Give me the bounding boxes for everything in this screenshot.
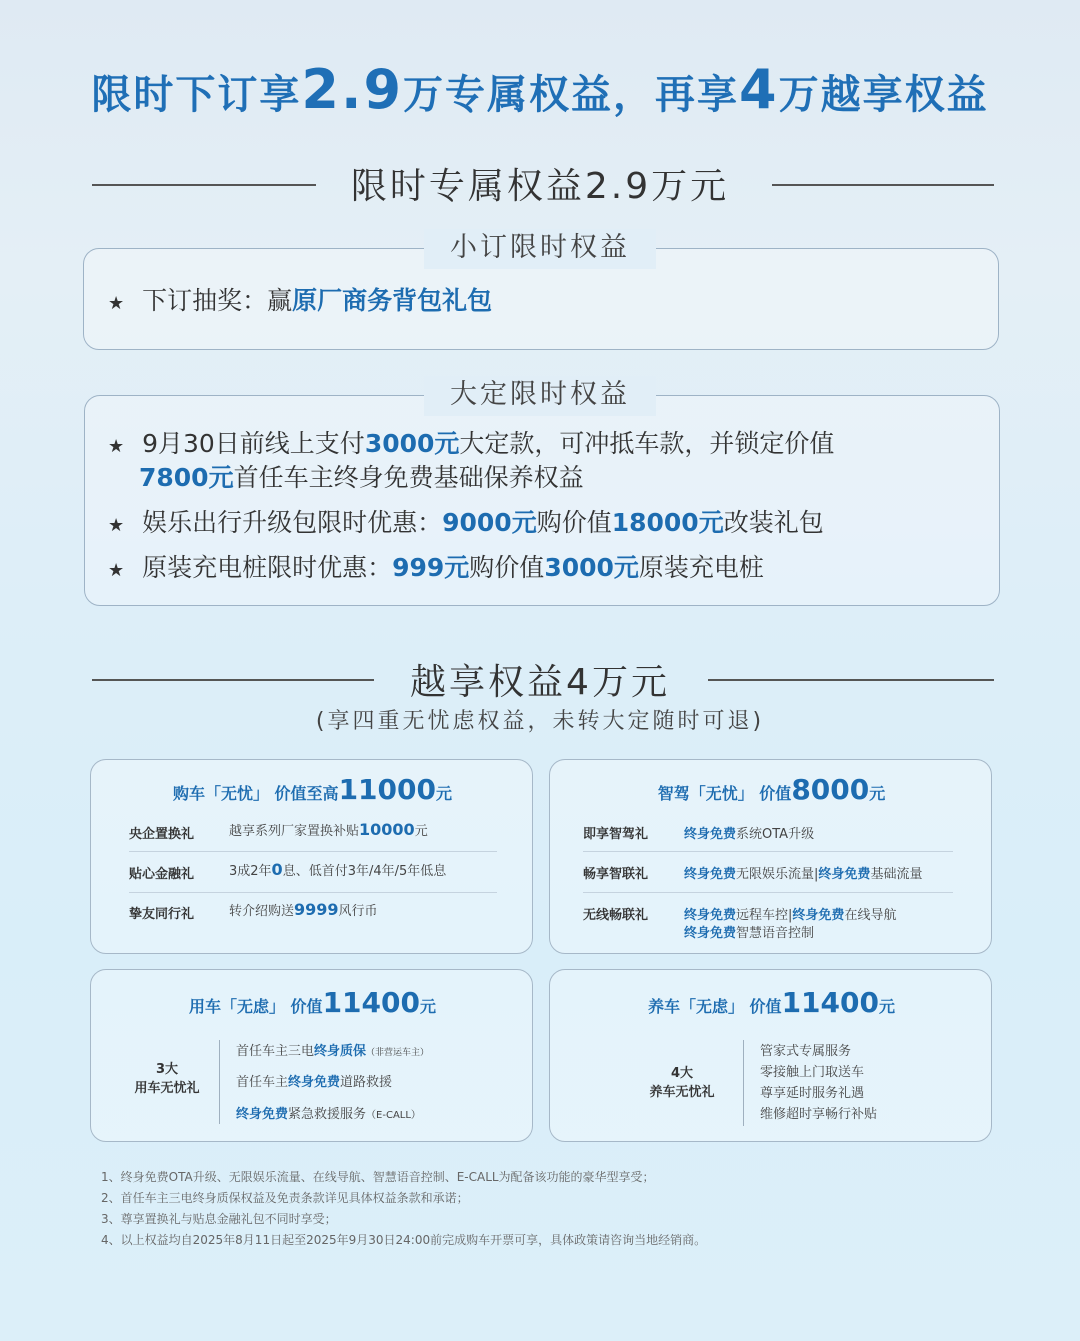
row-desc-c: 息、低首付3年/4年/5年低息: [282, 864, 447, 879]
line-text: 首任车主三电: [236, 1044, 315, 1059]
card-drive: [549, 759, 992, 954]
small-order-item-prefix: 下订抽奖：: [142, 286, 268, 315]
small-order-title: 小订限时权益: [424, 229, 656, 269]
line-note: （非营运车主）: [366, 1048, 430, 1058]
row-desc-b: 基础流量: [870, 867, 923, 882]
row-name: 畅享智联礼: [583, 867, 649, 882]
row-desc-highlight: 终身免费: [818, 867, 871, 882]
line-text-b: 道路救援: [340, 1075, 393, 1090]
small-order-item-highlight: 原厂商务背包礼包: [292, 286, 493, 315]
row-desc: [684, 904, 896, 923]
card-buy: [90, 759, 533, 954]
footnote-4: 4、以上权益均自2025年8月11日起至2025年9月30日24:00前完成购车开票可享，具体政策请咨询当地经销商。: [101, 1233, 707, 1247]
row-desc-c: 智慧语音控制: [736, 926, 815, 941]
row-desc-b: 在线导航: [844, 908, 897, 923]
card-care-title-text: 养车「无虑」 价值: [647, 997, 782, 1016]
row-divider: [583, 892, 953, 893]
card-use-line-1: [236, 1040, 429, 1059]
big-order-item-1-line2: [139, 461, 584, 494]
row-desc: [684, 823, 814, 842]
item3-text-a: 原装充电桩限时优惠：: [142, 553, 393, 582]
small-order-item-mid: 赢: [267, 286, 293, 315]
item1-text-e: 首任车主终身免费基础保养权益: [233, 463, 584, 492]
card-use-divider: [219, 1040, 220, 1124]
care-line-3: 尊享延时服务礼遇: [760, 1086, 865, 1101]
footnote-1: 1、终身免费OTA升级、无限娱乐流量、在线导航、智慧语音控制、E-CALL为配备该功能的豪华型享受；: [101, 1170, 655, 1184]
row-desc-num: 9999: [294, 900, 339, 919]
card-use-title: [91, 986, 534, 1019]
footnote-3: 3、尊享置换礼与贴息金融礼包不同时享受；: [101, 1212, 337, 1226]
card-use-label-count: 3大: [155, 1062, 179, 1077]
row-desc-a: 系统OTA升级: [736, 827, 815, 842]
item3-amount-2: 3000元: [544, 553, 639, 582]
card-buy-title-text: 购车「无忧」 价值至高: [172, 784, 339, 803]
card-buy-title: [91, 773, 534, 806]
line-highlight: 终身免费: [288, 1075, 341, 1090]
row-divider: [129, 851, 497, 852]
card-use-title-text: 用车「无虑」 价值: [188, 997, 323, 1016]
line-text: 首任车主: [236, 1075, 289, 1090]
line-highlight: 终身免费: [236, 1107, 289, 1122]
row-desc: [684, 863, 922, 882]
row-desc-line2: [684, 922, 814, 941]
row-desc-a: 无限娱乐流量: [736, 867, 815, 882]
row-desc-num: 0: [271, 860, 283, 879]
row-desc-c: 风行币: [338, 904, 378, 919]
care-line-4: 维修超时享畅行补贴: [760, 1107, 878, 1122]
card-use: [90, 969, 533, 1142]
row-name: 贴心金融礼: [129, 867, 195, 882]
care-line-1: 管家式专属服务: [760, 1044, 852, 1059]
row-desc-a: 远程车控: [736, 908, 789, 923]
item1-amount-2: 7800元: [139, 463, 234, 492]
row-desc-highlight: 终身免费: [684, 827, 737, 842]
card-care-value: 11400: [781, 986, 879, 1019]
row-desc-sep: |: [814, 867, 819, 882]
card-drive-value: 8000: [791, 773, 870, 806]
line-text: 紧急救援服务: [288, 1107, 367, 1122]
line-note: （E-CALL）: [366, 1110, 421, 1121]
row-name: 挚友同行礼: [129, 907, 195, 922]
section1-title: 限时专属权益2.9万元: [350, 166, 730, 207]
row-desc-num: 10000: [359, 820, 415, 839]
card-use-label: 用车无忧礼: [134, 1081, 200, 1096]
star-icon: ★: [108, 560, 125, 581]
card-care: [549, 969, 992, 1142]
row-desc-highlight: 终身免费: [684, 926, 737, 941]
card-drive-unit: 元: [869, 784, 886, 803]
row-desc-highlight: 终身免费: [684, 908, 737, 923]
item2-text-e: 改装礼包: [723, 508, 824, 537]
row-desc-a: 转介绍购送: [229, 904, 295, 919]
row-desc: [229, 820, 428, 839]
footnote-2: 2、首任车主三电终身质保权益及免责条款详见具体权益条款和承诺；: [101, 1191, 469, 1205]
row-desc-c: 元: [414, 824, 428, 839]
item2-text-a: 娱乐出行升级包限时优惠：: [142, 508, 443, 537]
row-desc: [229, 860, 446, 879]
row-name: 即享智驾礼: [583, 827, 649, 842]
big-order-item-3: [108, 551, 764, 587]
item1-text-c: 大定款，可冲抵车款，并锁定价值: [459, 429, 835, 458]
row-name: 央企置换礼: [129, 827, 195, 842]
row-divider: [583, 851, 953, 852]
card-care-label: 养车无忧礼: [649, 1085, 715, 1100]
card-care-divider: [743, 1040, 744, 1126]
headline-text-1: 限时下订享: [91, 72, 302, 118]
headline-number-1: 2.9: [301, 58, 404, 121]
row-desc-highlight: 终身免费: [684, 867, 737, 882]
row-desc: [229, 900, 378, 919]
item2-amount-1: 9000元: [442, 508, 537, 537]
item2-amount-2: 18000元: [611, 508, 724, 537]
item3-text-e: 原装充电桩: [638, 553, 764, 582]
headline-number-2: 4: [739, 58, 779, 121]
headline-text-3: 万越享权益: [778, 72, 989, 118]
headline-text-2: 万专属权益，再享: [403, 72, 740, 118]
star-icon: ★: [108, 293, 125, 314]
item1-amount-1: 3000元: [364, 429, 460, 458]
card-use-line-2: [236, 1071, 392, 1090]
row-desc-a: 越享系列厂家置换补贴: [229, 824, 360, 839]
item3-text-c: 购价值: [469, 553, 545, 582]
card-care-title: [550, 986, 993, 1019]
headline: [0, 58, 1080, 121]
card-drive-title: [550, 773, 993, 806]
star-icon: ★: [108, 436, 125, 457]
section2-subtitle: (享四重无忧虑权益，未转大定随时可退): [315, 709, 765, 734]
row-desc-a: 3成2年: [229, 864, 272, 879]
line-highlight: 终身质保: [314, 1044, 367, 1059]
row-divider: [129, 892, 497, 893]
card-buy-value: 11000: [338, 773, 436, 806]
card-care-unit: 元: [878, 997, 895, 1016]
row-desc-sep: |: [788, 908, 793, 923]
section2-title: 越享权益4万元: [410, 662, 670, 703]
card-care-label-count: 4大: [670, 1066, 694, 1081]
item3-amount-1: 999元: [392, 553, 470, 582]
small-order-item: [108, 284, 492, 320]
card-use-value: 11400: [322, 986, 420, 1019]
care-line-2: 零接触上门取送车: [760, 1065, 865, 1080]
big-order-item-2: [108, 506, 824, 542]
big-order-title: 大定限时权益: [424, 376, 656, 416]
row-desc-highlight: 终身免费: [792, 908, 845, 923]
row-name: 无线畅联礼: [583, 908, 649, 923]
card-buy-unit: 元: [435, 784, 452, 803]
item1-text-a: 9月30日前线上支付: [142, 429, 365, 458]
star-icon: ★: [108, 515, 125, 536]
card-use-line-3: [236, 1103, 421, 1122]
big-order-item-1: [108, 427, 834, 463]
card-use-unit: 元: [419, 997, 436, 1016]
card-drive-title-text: 智驾「无忧」 价值: [657, 784, 792, 803]
item2-text-c: 购价值: [536, 508, 612, 537]
